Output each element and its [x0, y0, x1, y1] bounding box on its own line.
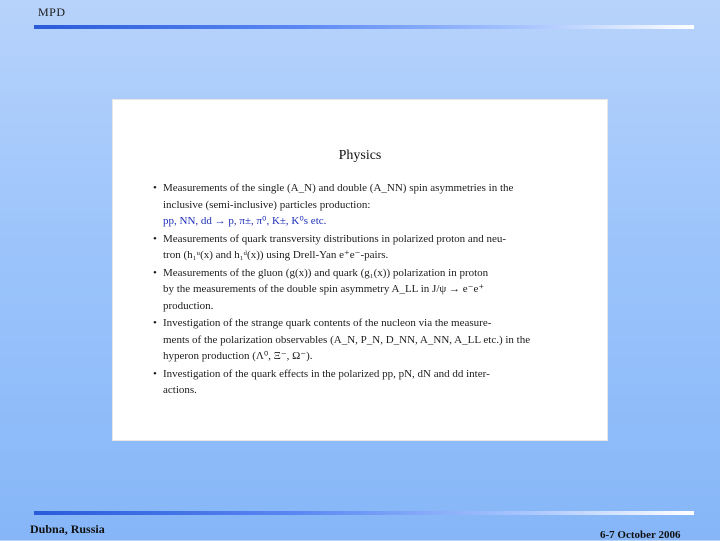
bullet-dot: •: [153, 266, 157, 279]
slide-title: Physics: [338, 148, 382, 163]
bullet-line: hyperon production (Λ⁰, Ξ⁻, Ω⁻).: [163, 350, 313, 362]
footer-date: 6-7 October 2006: [600, 529, 681, 541]
header-divider: [34, 25, 694, 29]
bullet-dot: •: [153, 232, 157, 245]
bullet-line: Measurements of the single (A_N) and double (A_NN) spin asymmetries in the: [163, 182, 514, 194]
bullet-list: [153, 180, 573, 400]
bullet-line: Investigation of the quark effects in the polarized pp, pN, dN and dd inter-: [163, 367, 490, 380]
bullet-line: production.: [163, 299, 214, 312]
footer-divider: [34, 511, 694, 515]
bullet-item: [153, 315, 573, 365]
bullet-line: actions.: [163, 384, 197, 396]
header-label: MPD: [38, 5, 66, 19]
bullet-line: Measurements of the gluon (g(x)) and quark (g₁(x)) polarization in proton: [163, 266, 489, 279]
bullet-item: [153, 180, 573, 230]
bullet-line: Investigation of the strange quark contents of the nucleon via the measure-: [163, 317, 492, 329]
bullet-line: pp, NN, dd → p, π±, π⁰, K±, K⁰s etc.: [163, 215, 327, 227]
bullet-line: inclusive (semi-inclusive) particles production:: [163, 198, 371, 211]
bullet-item: [153, 366, 573, 399]
bullet-item: [153, 231, 573, 264]
slide-image: [113, 100, 607, 440]
bullet-dot: •: [153, 182, 157, 194]
bullet-line: by the measurements of the double spin asymmetry A_LL in J/ψ → e⁻e⁺: [163, 283, 485, 295]
bullet-line: Measurements of quark transversity distributions in polarized proton and neu-: [163, 232, 507, 245]
bullet-dot: •: [153, 367, 157, 380]
bullet-dot: •: [153, 317, 157, 329]
bullet-item: [153, 265, 573, 315]
bullet-line: ments of the polarization observables (A_N, P_N, D_NN, A_NN, A_LL etc.) in the: [163, 333, 531, 346]
bullet-line: tron (h₁ᵘ(x) and h₁ᵈ(x)) using Drell-Yan e⁺e⁻-pairs.: [163, 249, 389, 261]
footer-location: Dubna, Russia: [30, 522, 105, 536]
